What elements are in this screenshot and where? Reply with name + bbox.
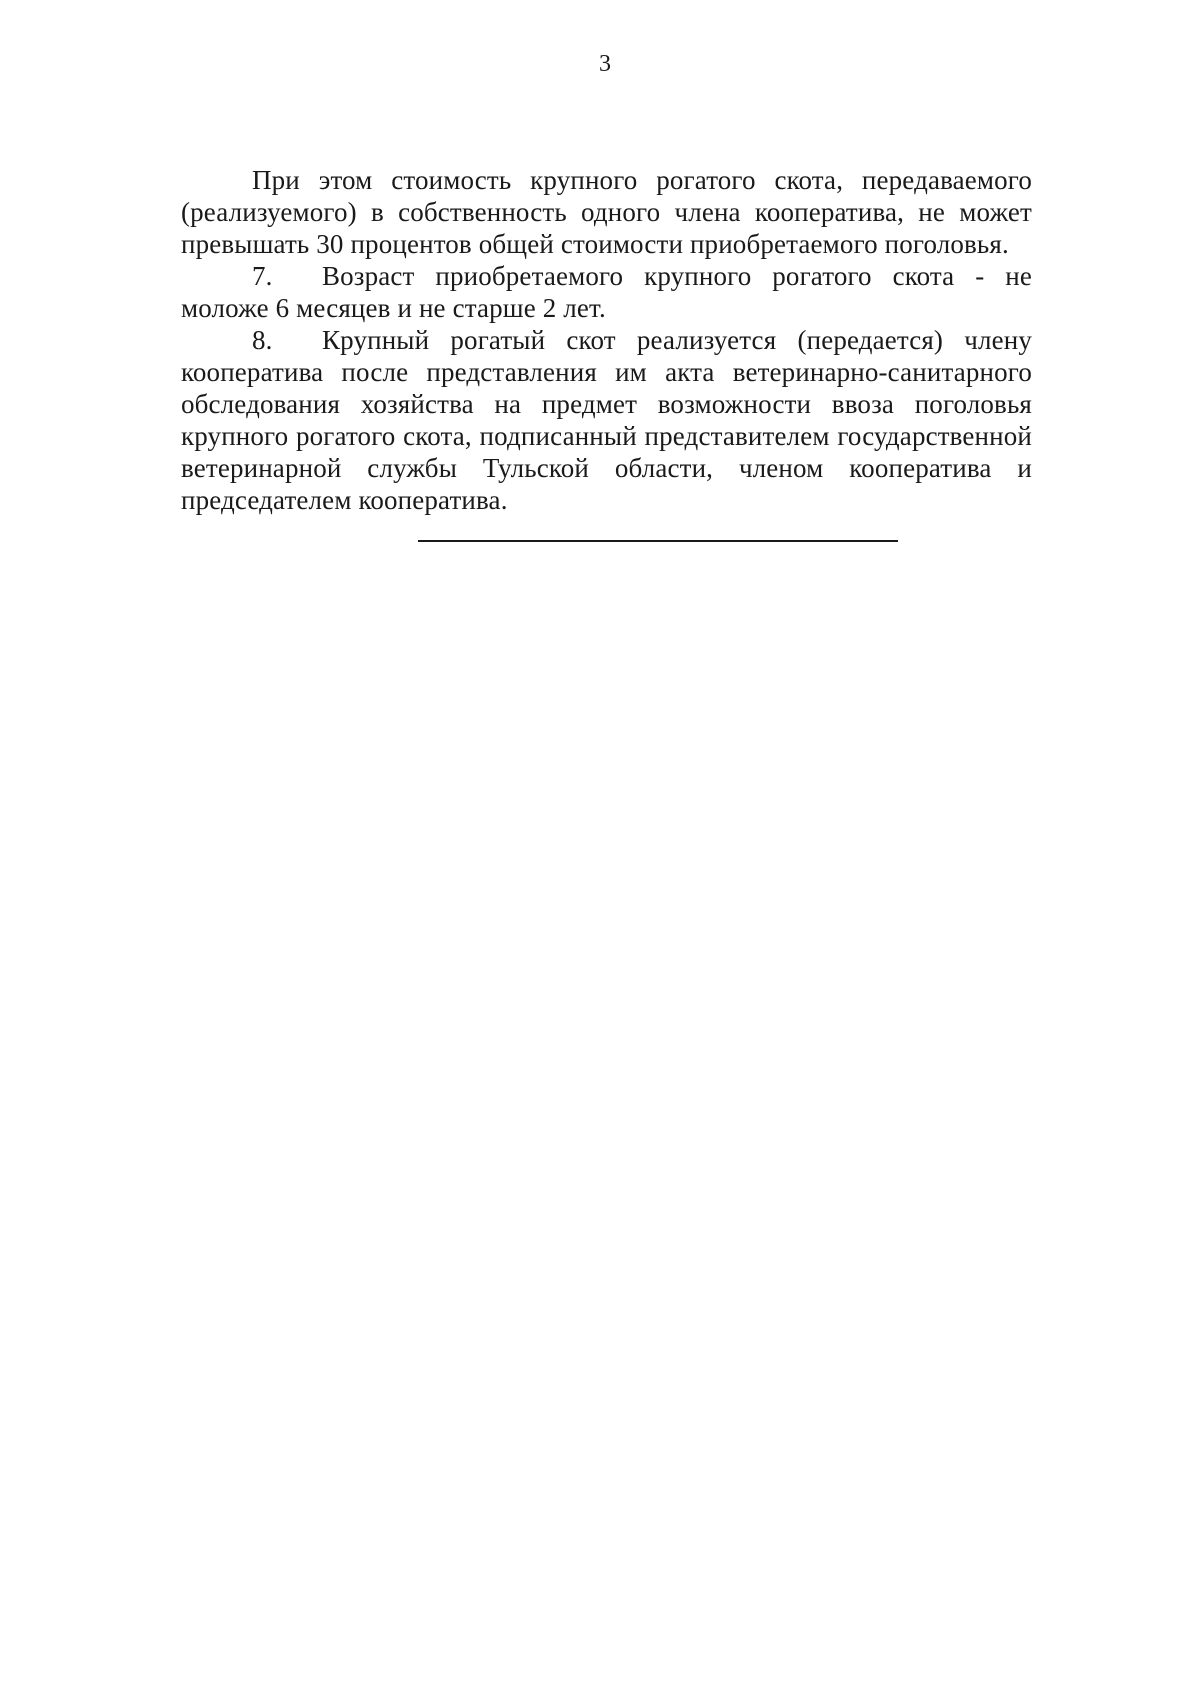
document-body	[181, 164, 1032, 516]
page-number: 3	[599, 51, 611, 77]
list-item-7	[181, 260, 1032, 324]
list-item-number: 7.	[252, 261, 273, 291]
list-item-number: 8.	[252, 325, 273, 355]
list-item-8	[181, 324, 1032, 516]
paragraph-intro: При этом стоимость крупного рогатого скота, передаваемого (реализуемого) в собственность одного члена кооператива, не может превышать 30 процентов общей стоимости приобретаемого поголовья.	[181, 165, 1032, 259]
list-item-text: Крупный рогатый скот реализуется (передается) члену кооператива после представления им акта ветеринарно-санитарного обследования хозяйства на предмет возможности ввоза поголовья крупного рогатого скота, подписанный представителем государственной ветеринарной службы Тульской области, членом кооператива и председателем кооператива.	[181, 325, 1032, 515]
list-item-text: Возраст приобретаемого крупного рогатого скота - не моложе 6 месяцев и не старше 2 лет.	[181, 261, 1032, 323]
end-of-document-rule	[418, 540, 898, 542]
